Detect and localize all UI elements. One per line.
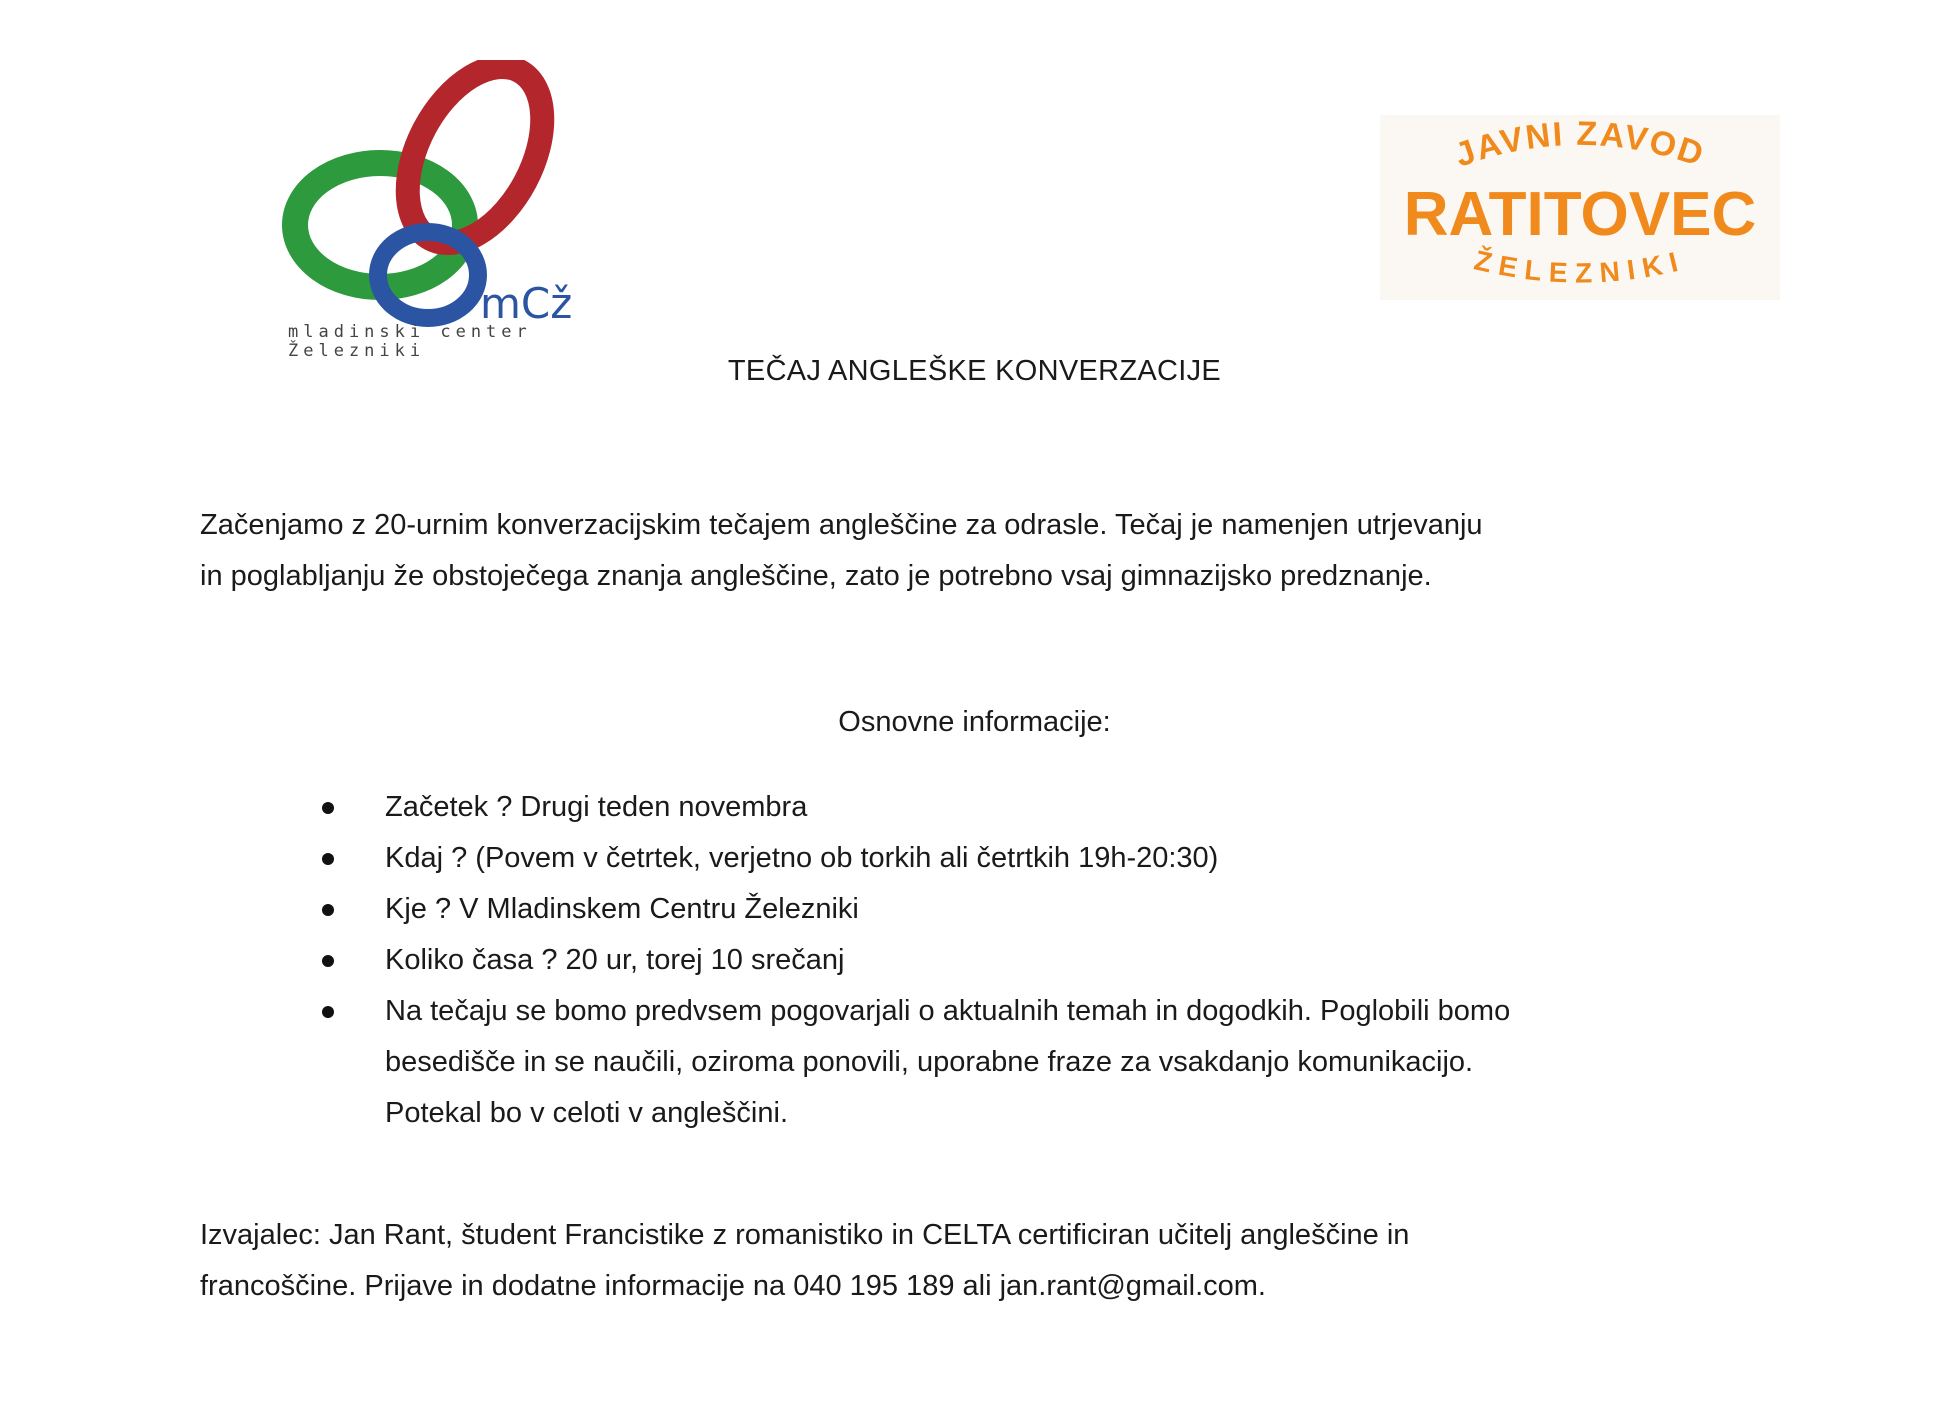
list-item: [300, 782, 1740, 833]
ratitovec-line2: RATITOVEC: [1403, 180, 1757, 249]
intro-line-1: Začenjamo z 20-urnim konverzacijskim tečajem angleščine za odrasle. Tečaj je namenjen utrjevanju: [200, 509, 1483, 541]
list-item-text-line: Na tečaju se bomo predvsem pogovarjali o aktualnih temah in dogodkih. Poglobili bomo: [385, 995, 1511, 1027]
list-item-text: Začetek ? Drugi teden novembra: [385, 791, 808, 823]
list-item-text: Kdaj ? (Povem v četrtek, verjetno ob torkih ali četrtkih 19h-20:30): [385, 842, 1219, 874]
footer-line-1: Izvajalec: Jan Rant, študent Francistike z romanistiko in CELTA certificiran učitelj angleščine in: [200, 1219, 1410, 1251]
info-list: [300, 782, 1740, 1139]
mcz-caption-line2: Železniki: [288, 341, 426, 361]
list-item-text-line: Potekal bo v celoti v angleščini.: [385, 1097, 788, 1129]
intro-line-2: in poglabljanju že obstoječega znanja angleščine, zato je potrebno vsaj gimnazijsko predznanje.: [200, 560, 1432, 592]
list-item-text: Koliko časa ? 20 ur, torej 10 srečanj: [385, 944, 845, 976]
intro-paragraph: [200, 500, 1760, 602]
ratitovec-logo: [1380, 115, 1780, 300]
list-item: [300, 833, 1740, 884]
list-item: [300, 884, 1740, 935]
list-item: [300, 935, 1740, 986]
section-heading: Osnovne informacije:: [838, 706, 1111, 738]
list-item: [300, 986, 1740, 1139]
footer-line-2: francoščine. Prijave in dodatne informacije na 040 195 189 ali jan.rant@gmail.com.: [200, 1270, 1266, 1302]
svg-text:JAVNI ZAVOD: [1450, 115, 1709, 175]
ratitovec-line1: JAVNI ZAVOD: [1450, 115, 1710, 175]
mcz-caption-line1: mladinski center: [288, 322, 532, 342]
document-title: TEČAJ ANGLEŠKE KONVERZACIJE: [727, 355, 1222, 387]
list-item-text: Kje ? V Mladinskem Centru Železniki: [385, 893, 859, 925]
list-item-text-line: besedišče in se naučili, oziroma ponovili, uporabne fraze za vsakdanjo komunikacijo.: [385, 1046, 1474, 1078]
mcz-monogram: mCž: [480, 279, 573, 328]
svg-text:ŽELEZNIKI: [1471, 244, 1688, 288]
ratitovec-line3: ŽELEZNIKI: [1471, 244, 1689, 289]
footer-paragraph: [200, 1210, 1760, 1312]
